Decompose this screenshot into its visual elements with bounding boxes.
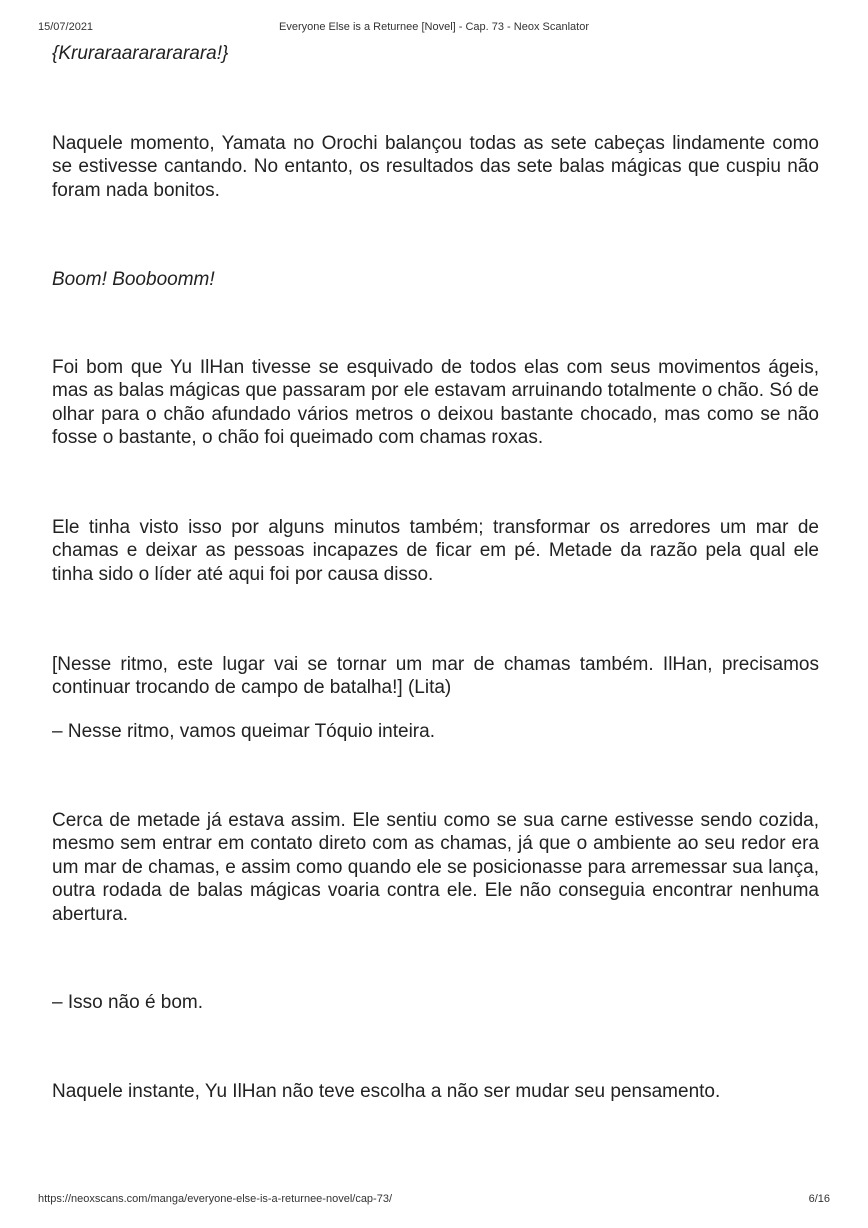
print-page-number: 6/16: [808, 1193, 830, 1205]
paragraph-lita-dialogue: [Nesse ritmo, este lugar vai se tornar um mar de chamas também. IlHan, precisamos continuar trocando de campo de batalha!] (Lita): [52, 654, 819, 699]
paragraph-orochi-heads: Naquele momento, Yamata no Orochi balançou todas as sete cabeças lindamente como se estivesse cantando. No entanto, os resultados das sete balas mágicas que cuspiu não foram nada bonitos.: [52, 133, 819, 201]
print-footer: [0, 1193, 868, 1207]
paragraph-roar: {Kruraraararararara!}: [52, 43, 229, 64]
paragraph-not-good: – Isso não é bom.: [52, 992, 204, 1013]
paragraph-tokyo: – Nesse ritmo, vamos queimar Tóquio inteira.: [52, 721, 435, 742]
print-header: [0, 21, 868, 35]
paragraph-sea-of-flames: Ele tinha visto isso por alguns minutos também; transformar os arredores um mar de chamas e deixar as pessoas incapazes de ficar em pé. Metade da razão pela qual ele tinha sido o líder até aqui foi por causa disso.: [52, 517, 819, 585]
print-page-title: Everyone Else is a Returnee [Novel] - Cap. 73 - Neox Scanlator: [279, 21, 589, 33]
print-date: 15/07/2021: [38, 21, 94, 33]
paragraph-dodge: Foi bom que Yu IlHan tivesse se esquivado de todos elas com seus movimentos ágeis, mas as balas mágicas que passaram por ele estavam arruinando totalmente o chão. Só de olhar para o chão afundado vários metros o deixou bastante chocado, mas como se não fosse o bastante, o chão foi queimado com chamas roxas.: [52, 357, 819, 449]
print-url: https://neoxscans.com/manga/everyone-else-is-a-returnee-novel/cap-73/: [38, 1193, 393, 1205]
paragraph-change-thinking: Naquele instante, Yu IlHan não teve escolha a não ser mudar seu pensamento.: [52, 1081, 721, 1102]
paragraph-no-opening: Cerca de metade já estava assim. Ele sentiu como se sua carne estivesse sendo cozida, mesmo sem entrar em contato direto com as chamas, já que o ambiente ao seu redor era um mar de chamas, e assim como quando ele se posicionasse para arremessar sua lança, outra rodada de balas mágicas voaria contra ele. Ele não conseguia encontrar nenhuma abertura.: [52, 810, 819, 925]
paragraph-boom: Boom! Booboomm!: [52, 269, 215, 290]
